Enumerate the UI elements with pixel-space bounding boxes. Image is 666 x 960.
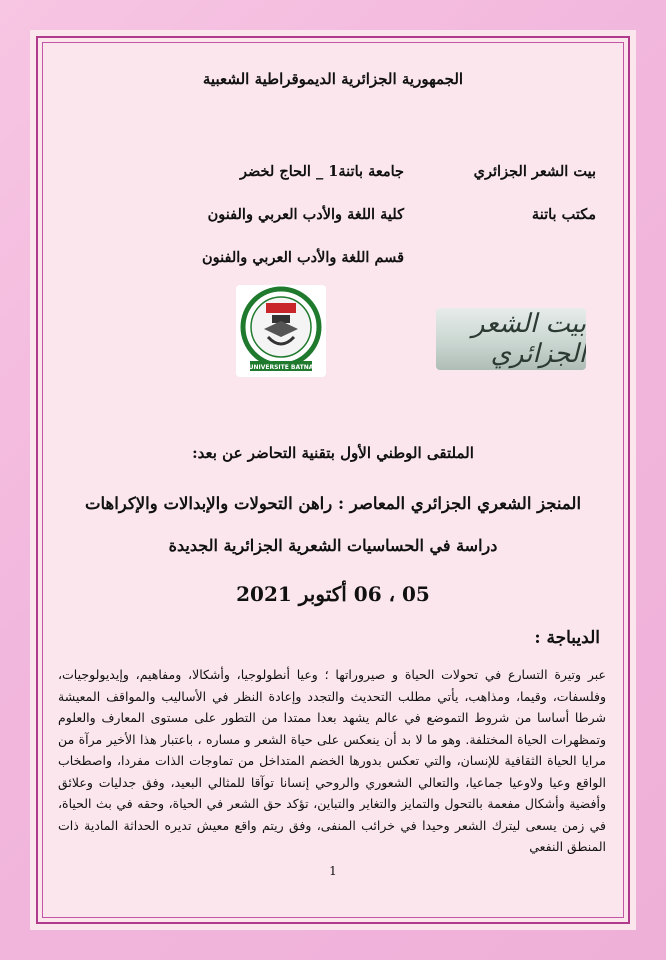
- faculty-name: كلية اللغة والأدب العربي والفنون: [207, 206, 404, 223]
- page-number: 1: [329, 864, 337, 878]
- university-logo-text: UNIVERSITE BATNA: [248, 364, 314, 371]
- header-right-column: [474, 150, 596, 236]
- bayt-name: بيت الشعر الجزائري: [473, 163, 596, 180]
- university-seal-icon: [236, 285, 326, 377]
- document-content: [52, 52, 614, 908]
- bayt-logo: [436, 308, 586, 370]
- conference-date: 05 ، 06 أكتوبر 2021: [236, 582, 430, 606]
- conference-subtitle: دراسة في الحساسيات الشعرية الجزائرية الجديدة: [168, 536, 498, 555]
- preamble-heading: الديباجة :: [534, 628, 600, 648]
- header-left-column: [202, 150, 404, 279]
- preamble-text: عبر وتيرة التسارع في تحولات الحياة و صيروراتها ؛ وعيا أنطولوجيا، وأشكالا، ومفاهيم، وإيديولوجيات، وفلسفات، وقيما، ومذاهب، يأتي مطلب التحديث والتجدد وإعادة النظر في الأساليب والمواقف المعيشة شرطا أساسا من شروط التموضع في عالم يشهد بعدا ممتدا من التطور على مستوى المعارف والعلوم وتمظهرات الحياة المختلفة. وهو ما لا بد أن ينعكس على حياة الشعر و مساره ، باعتبار هذا الأخير مرآة من مرايا الحياة الثقافية للإنسان، والتي تعكس بدورها الخضم المتداخل من تماوجات الذات مفردا، واصطخاب الواقع وعيا ولاوعيا جماعيا، والتعالي الشعوري والروحي إنسانا توآقا للمثالي البعيد، وفق جدليات وعلائق وأفضية وأشكال مفعمة بالتحول والتمايز والتغاير والتباين، تؤكد حق الشعر في الحياة، وحقه في بث الحياة، في زمن يسعى ليترك الشعر وحيدا في خرائب المنفى، وفق ريتم واقع معيش تديره الحداثة المادية ذات المنطق النفعي: [58, 667, 606, 854]
- university-logo: [236, 285, 326, 377]
- conference-intro: الملتقى الوطني الأول بتقنية التحاضر عن بعد:: [192, 444, 474, 462]
- office-name: مكتب باتنة: [531, 206, 596, 223]
- bayt-logo-text: بيت الشعر الجزائري: [471, 309, 586, 369]
- university-name: جامعة باتنة1 _ الحاج لخضر: [239, 163, 404, 180]
- department-name: قسم اللغة والأدب العربي والفنون: [202, 249, 404, 266]
- republic-heading: الجمهورية الجزائرية الديموقراطية الشعبية: [202, 70, 464, 88]
- conference-title: المنجز الشعري الجزائري المعاصر : راهن التحولات والإبدالات والإكراهات: [84, 494, 582, 513]
